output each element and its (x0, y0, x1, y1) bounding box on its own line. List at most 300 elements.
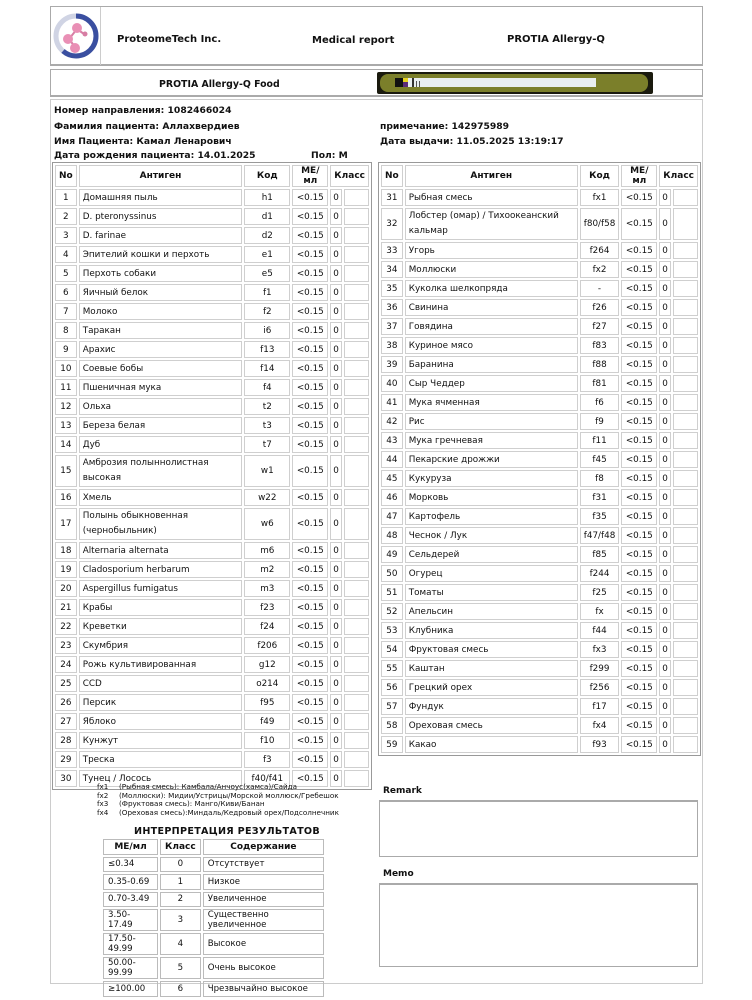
company-logo (51, 7, 101, 65)
table-row (381, 432, 698, 449)
allergen-code: t7 (244, 436, 290, 453)
allergen-code: f80/f58 (580, 208, 620, 240)
class-bar (344, 561, 369, 578)
row-number: 11 (55, 379, 77, 396)
class-bar (344, 208, 369, 225)
memo-field[interactable] (379, 883, 698, 967)
class-bar (673, 451, 698, 468)
interp-class: 0 (160, 857, 201, 873)
interp-value: ≤0.34 (103, 857, 158, 873)
class-bar (344, 284, 369, 301)
row-number: 54 (381, 641, 403, 658)
ige-value: <0.15 (621, 527, 657, 544)
company-name: ProteomeTech Inc. (117, 34, 222, 45)
row-number: 30 (55, 770, 77, 787)
class-bar (344, 303, 369, 320)
class-bar (673, 280, 698, 297)
allergen-code: f2 (244, 303, 290, 320)
ige-value: <0.15 (292, 246, 328, 263)
table-row (381, 622, 698, 639)
allergen-code: f85 (580, 546, 620, 563)
ige-value: <0.15 (292, 732, 328, 749)
class-value: 0 (330, 227, 342, 244)
interp-content: Существенно увеличенное (203, 909, 324, 931)
row-number: 49 (381, 546, 403, 563)
allergen-code: d2 (244, 227, 290, 244)
row-number: 9 (55, 341, 77, 358)
table-row (55, 508, 369, 540)
ige-value: <0.15 (292, 770, 328, 787)
antigen-name: Cladosporium herbarum (79, 561, 243, 578)
table-row (55, 417, 369, 434)
row-number: 51 (381, 584, 403, 601)
ige-value: <0.15 (621, 432, 657, 449)
table-row (55, 637, 369, 654)
table-row (55, 561, 369, 578)
antigen-name: Alternaria alternata (79, 542, 243, 559)
interp-class: 3 (160, 909, 201, 931)
row-number: 16 (55, 489, 77, 506)
row-number: 35 (381, 280, 403, 297)
class-bar (673, 698, 698, 715)
allergen-code: f47/f48 (580, 527, 620, 544)
col-header-no: No (55, 165, 77, 187)
class-value: 0 (659, 717, 671, 734)
class-bar (344, 360, 369, 377)
antigen-name: Тунец / Лосось (79, 770, 243, 787)
allergen-code: f45 (580, 451, 620, 468)
class-bar (344, 732, 369, 749)
allergen-code: e5 (244, 265, 290, 282)
allergen-code: f256 (580, 679, 620, 696)
allergen-code: f4 (244, 379, 290, 396)
allergen-code: f6 (580, 394, 620, 411)
row-number: 22 (55, 618, 77, 635)
class-bar (673, 622, 698, 639)
row-number: 31 (381, 189, 403, 206)
antigen-name: Таракан (79, 322, 243, 339)
ige-value: <0.15 (621, 546, 657, 563)
allergen-code: e1 (244, 246, 290, 263)
table-row (55, 246, 369, 263)
patient-sex: Пол: M (311, 150, 348, 161)
allergen-code: f206 (244, 637, 290, 654)
antigen-name: Картофель (405, 508, 578, 525)
row-number: 28 (55, 732, 77, 749)
class-value: 0 (330, 675, 342, 692)
table-row (55, 751, 369, 768)
interp-header-content: Содержание (203, 839, 324, 855)
row-number: 21 (55, 599, 77, 616)
antigen-name: Свинина (405, 299, 578, 316)
interp-row (103, 981, 324, 997)
class-value: 0 (330, 713, 342, 730)
ige-value: <0.15 (292, 360, 328, 377)
class-value: 0 (330, 751, 342, 768)
class-value: 0 (330, 417, 342, 434)
class-value: 0 (330, 637, 342, 654)
ige-value: <0.15 (621, 394, 657, 411)
class-bar (673, 508, 698, 525)
ige-value: <0.15 (621, 641, 657, 658)
class-bar (344, 455, 369, 487)
interp-content: Очень высокое (203, 957, 324, 979)
table-row (55, 694, 369, 711)
class-bar (344, 770, 369, 787)
ige-value: <0.15 (621, 242, 657, 259)
class-bar (344, 637, 369, 654)
antigen-name: Амброзия полыннолистная высокая (79, 455, 243, 487)
table-row (55, 656, 369, 673)
class-value: 0 (659, 489, 671, 506)
row-number: 32 (381, 208, 403, 240)
interp-content: Увеличенное (203, 892, 324, 908)
class-value: 0 (330, 489, 342, 506)
allergen-code: m3 (244, 580, 290, 597)
class-bar (344, 227, 369, 244)
class-value: 0 (659, 546, 671, 563)
col-header-antigen: Антиген (405, 165, 578, 187)
class-bar (673, 546, 698, 563)
antigen-name: Треска (79, 751, 243, 768)
allergen-code: f31 (580, 489, 620, 506)
class-bar (673, 208, 698, 240)
row-number: 33 (381, 242, 403, 259)
table-row (55, 189, 369, 206)
allergen-code: f11 (580, 432, 620, 449)
allergen-code: w22 (244, 489, 290, 506)
class-bar (673, 356, 698, 373)
class-bar (673, 584, 698, 601)
allergen-code: f25 (580, 584, 620, 601)
class-bar (344, 694, 369, 711)
antigen-name: Молоко (79, 303, 243, 320)
class-bar (344, 322, 369, 339)
table-row (55, 227, 369, 244)
row-number: 3 (55, 227, 77, 244)
ige-value: <0.15 (621, 451, 657, 468)
table-row (381, 679, 698, 696)
col-header-code: Код (244, 165, 290, 187)
table-row (381, 337, 698, 354)
allergen-code: f26 (580, 299, 620, 316)
table-row (55, 322, 369, 339)
class-value: 0 (330, 656, 342, 673)
ige-value: <0.15 (292, 398, 328, 415)
class-value: 0 (659, 280, 671, 297)
footnote-fx1: fx1 (Рыбная смесь): Камбала/Анчоус(хамса)/Сайда (97, 782, 298, 791)
row-number: 10 (55, 360, 77, 377)
results-table-right (378, 162, 701, 756)
allergen-code: m6 (244, 542, 290, 559)
allergen-code: f10 (244, 732, 290, 749)
ige-value: <0.15 (621, 508, 657, 525)
allergen-code: m2 (244, 561, 290, 578)
ige-value: <0.15 (292, 656, 328, 673)
interp-content: Отсутствует (203, 857, 324, 873)
ige-value: <0.15 (292, 561, 328, 578)
class-value: 0 (659, 451, 671, 468)
class-bar (344, 246, 369, 263)
class-bar (344, 580, 369, 597)
allergen-code: fx4 (580, 717, 620, 734)
table-row (55, 208, 369, 225)
row-number: 26 (55, 694, 77, 711)
antigen-name: Апельсин (405, 603, 578, 620)
table-row (381, 280, 698, 297)
class-bar (673, 565, 698, 582)
antigen-name: Мука гречневая (405, 432, 578, 449)
antigen-name: Береза белая (79, 417, 243, 434)
row-number: 18 (55, 542, 77, 559)
row-number: 41 (381, 394, 403, 411)
class-bar (673, 470, 698, 487)
table-row (55, 489, 369, 506)
ige-value: <0.15 (292, 322, 328, 339)
class-value: 0 (330, 455, 342, 487)
table-row (381, 413, 698, 430)
class-value: 0 (659, 208, 671, 240)
allergen-code: f44 (580, 622, 620, 639)
row-number: 1 (55, 189, 77, 206)
remark-label: Remark (383, 786, 422, 796)
interp-row (103, 909, 324, 931)
row-number: 29 (55, 751, 77, 768)
ige-value: <0.15 (292, 599, 328, 616)
antigen-name: Морковь (405, 489, 578, 506)
antigen-name: Лобстер (омар) / Тихоокеанский кальмар (405, 208, 578, 240)
allergen-code: f13 (244, 341, 290, 358)
class-value: 0 (330, 360, 342, 377)
row-number: 36 (381, 299, 403, 316)
interp-header-value: МЕ/мл (103, 839, 158, 855)
class-bar (673, 394, 698, 411)
allergen-code: g12 (244, 656, 290, 673)
allergen-code: f3 (244, 751, 290, 768)
ige-value: <0.15 (621, 736, 657, 753)
interp-row (103, 933, 324, 955)
class-value: 0 (330, 303, 342, 320)
class-value: 0 (659, 679, 671, 696)
antigen-name: Креветки (79, 618, 243, 635)
row-number: 53 (381, 622, 403, 639)
row-number: 12 (55, 398, 77, 415)
class-value: 0 (330, 341, 342, 358)
ige-value: <0.15 (621, 470, 657, 487)
interp-header-class: Класс (160, 839, 201, 855)
ige-value: <0.15 (292, 455, 328, 487)
row-number: 4 (55, 246, 77, 263)
class-value: 0 (659, 189, 671, 206)
class-value: 0 (330, 379, 342, 396)
allergen-code: fx1 (580, 189, 620, 206)
row-number: 13 (55, 417, 77, 434)
class-value: 0 (330, 732, 342, 749)
footnote-fx4: fx4 (Ореховая смесь):Миндаль/Кедровый орех/Подсолнечник (97, 807, 339, 817)
table-row (55, 379, 369, 396)
antigen-name: Дуб (79, 436, 243, 453)
antigen-name: Арахис (79, 341, 243, 358)
class-value: 0 (330, 265, 342, 282)
allergen-code: t3 (244, 417, 290, 434)
class-bar (673, 337, 698, 354)
remark-field[interactable] (379, 800, 698, 857)
antigen-name: Куриное мясо (405, 337, 578, 354)
class-bar (673, 641, 698, 658)
class-value: 0 (659, 584, 671, 601)
row-number: 20 (55, 580, 77, 597)
class-bar (344, 751, 369, 768)
row-number: 55 (381, 660, 403, 677)
class-value: 0 (330, 694, 342, 711)
class-value: 0 (330, 542, 342, 559)
ige-value: <0.15 (621, 622, 657, 639)
class-bar (673, 736, 698, 753)
table-row (381, 261, 698, 278)
class-bar (673, 242, 698, 259)
ige-value: <0.15 (621, 189, 657, 206)
ige-value: <0.15 (621, 679, 657, 696)
antigen-name: Фруктовая смесь (405, 641, 578, 658)
class-bar (673, 375, 698, 392)
antigen-name: Клубника (405, 622, 578, 639)
ige-value: <0.15 (292, 508, 328, 540)
row-number: 45 (381, 470, 403, 487)
class-value: 0 (330, 618, 342, 635)
note: примечание: 142975989 (380, 121, 510, 132)
ige-value: <0.15 (292, 713, 328, 730)
ige-value: <0.15 (621, 280, 657, 297)
interp-value: 50.00-99.99 (103, 957, 158, 979)
allergen-code: f24 (244, 618, 290, 635)
allergen-code: h1 (244, 189, 290, 206)
class-bar (673, 261, 698, 278)
table-row (381, 603, 698, 620)
allergen-code: f27 (580, 318, 620, 335)
allergen-code: f93 (580, 736, 620, 753)
class-bar (673, 603, 698, 620)
interpretation-title: ИНТЕРПРЕТАЦИЯ РЕЗУЛЬТАТОВ (134, 826, 320, 837)
class-bar (673, 660, 698, 677)
class-bar (344, 436, 369, 453)
class-value: 0 (330, 508, 342, 540)
class-value: 0 (659, 261, 671, 278)
ige-value: <0.15 (292, 618, 328, 635)
interp-value: 0.35-0.69 (103, 874, 158, 890)
row-number: 56 (381, 679, 403, 696)
ige-value: <0.15 (621, 356, 657, 373)
interp-value: 3.50-17.49 (103, 909, 158, 931)
table-row (381, 489, 698, 506)
table-row (55, 303, 369, 320)
class-value: 0 (330, 599, 342, 616)
class-value: 0 (659, 508, 671, 525)
row-number: 17 (55, 508, 77, 540)
table-row (381, 641, 698, 658)
interp-class: 6 (160, 981, 201, 997)
row-number: 23 (55, 637, 77, 654)
class-value: 0 (659, 242, 671, 259)
row-number: 15 (55, 455, 77, 487)
allergen-code: f1 (244, 284, 290, 301)
ige-value: <0.15 (621, 299, 657, 316)
interpretation-table (101, 837, 326, 999)
row-number: 47 (381, 508, 403, 525)
class-bar (673, 432, 698, 449)
row-number: 7 (55, 303, 77, 320)
class-value: 0 (659, 394, 671, 411)
class-bar (344, 542, 369, 559)
class-value: 0 (330, 436, 342, 453)
interp-content: Низкое (203, 874, 324, 890)
class-bar (673, 717, 698, 734)
row-number: 52 (381, 603, 403, 620)
table-row (55, 265, 369, 282)
antigen-name: Рис (405, 413, 578, 430)
row-number: 8 (55, 322, 77, 339)
allergen-code: t2 (244, 398, 290, 415)
row-number: 2 (55, 208, 77, 225)
class-value: 0 (659, 698, 671, 715)
class-bar (344, 379, 369, 396)
col-header-no: No (381, 165, 403, 187)
table-row (55, 732, 369, 749)
antigen-name: Скумбрия (79, 637, 243, 654)
row-number: 59 (381, 736, 403, 753)
class-bar (344, 599, 369, 616)
table-row (55, 436, 369, 453)
document-type: Medical report (312, 35, 395, 46)
class-bar (344, 489, 369, 506)
row-number: 42 (381, 413, 403, 430)
class-value: 0 (330, 189, 342, 206)
ige-value: <0.15 (292, 265, 328, 282)
class-bar (344, 618, 369, 635)
ige-value: <0.15 (292, 751, 328, 768)
antigen-name: D. pteronyssinus (79, 208, 243, 225)
mix-footnotes (97, 783, 339, 817)
col-header-class: Класс (330, 165, 369, 187)
row-number: 40 (381, 375, 403, 392)
antigen-name: Грецкий орех (405, 679, 578, 696)
ige-value: <0.15 (292, 303, 328, 320)
class-value: 0 (659, 337, 671, 354)
antigen-name: Сыр Чеддер (405, 375, 578, 392)
referral-number: Номер направления: 1082466024 (54, 105, 232, 116)
allergen-code: fx2 (580, 261, 620, 278)
class-value: 0 (659, 356, 671, 373)
table-row (381, 717, 698, 734)
row-number: 27 (55, 713, 77, 730)
table-row (381, 508, 698, 525)
class-value: 0 (659, 660, 671, 677)
row-number: 37 (381, 318, 403, 335)
antigen-name: Кунжут (79, 732, 243, 749)
class-bar (673, 299, 698, 316)
class-value: 0 (659, 375, 671, 392)
class-bar (673, 318, 698, 335)
ige-value: <0.15 (292, 436, 328, 453)
molecule-logo-icon (51, 7, 101, 65)
ige-value: <0.15 (621, 375, 657, 392)
class-bar (344, 675, 369, 692)
row-number: 38 (381, 337, 403, 354)
allergen-code: f8 (580, 470, 620, 487)
antigen-name: Яичный белок (79, 284, 243, 301)
antigen-name: Чеснок / Лук (405, 527, 578, 544)
antigen-name: Яблоко (79, 713, 243, 730)
antigen-name: Каштан (405, 660, 578, 677)
